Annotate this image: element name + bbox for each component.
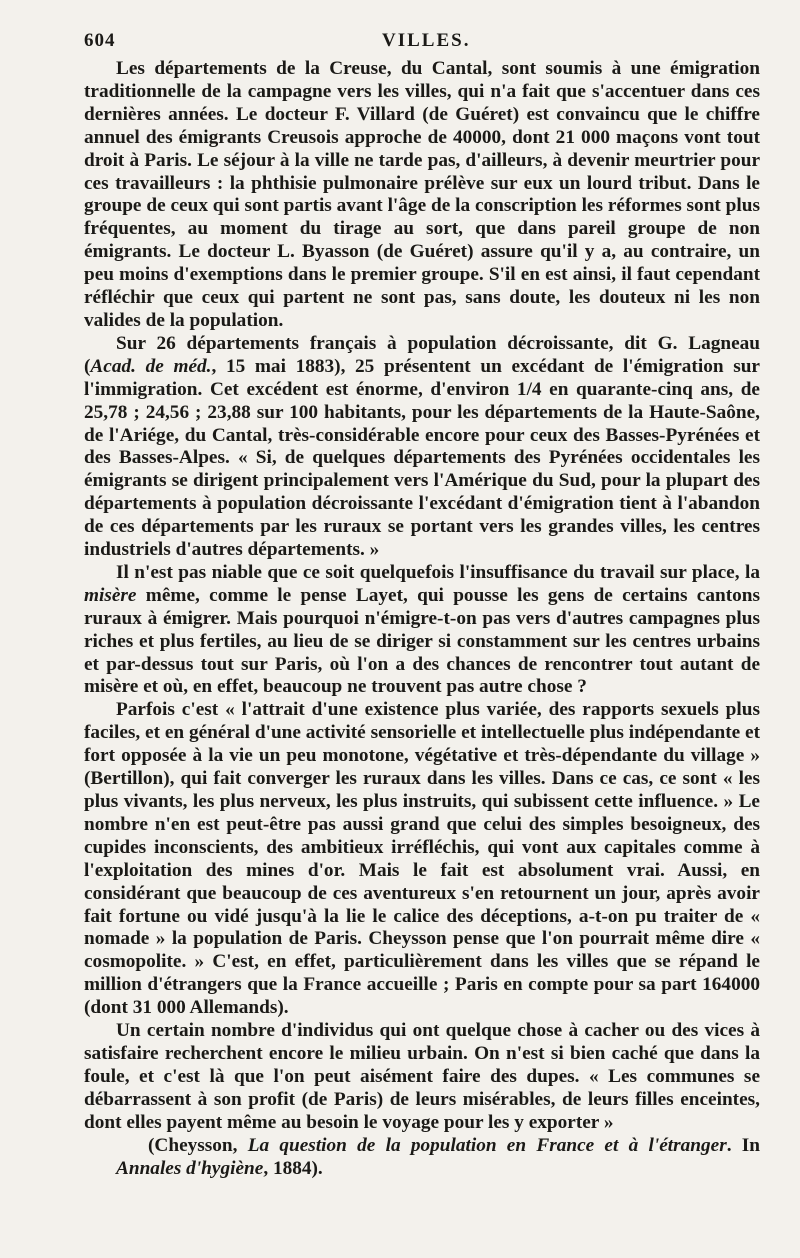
body-text xyxy=(84,58,760,1180)
paragraph-1-text: Les départements de la Creuse, du Cantal, sont soumis à une émigration traditionnelle de la campagne vers les villes, qui n'a fait que s'accentuer dans ces dernières années. Le docteur F. Villard (de Guéret) est convaincu que le chiffre annuel des émigrants Creusois approche de 40000, dont 21 000 maçons vont tout droit à Paris. Le séjour à la ville ne tarde pas, d'ailleurs, à devenir meurtrier pour ces travailleurs : la phthisie pulmonaire prélève sur eux un lourd tribut. Dans le groupe de ceux qui sont partis avant l'âge de la conscription les réformes sont plus fréquentes, au moment du tirage au sort, que dans pareil groupe de non émigrants. Le docteur L. Byasson (de Guéret) assure qu'il y a, au contraire, un peu moins d'exemptions dans le premier groupe. S'il en est ainsi, il faut cependant réfléchir que ceux qui partent ne sont pas, sans doute, les douteux ni les non valides de la population. xyxy=(84,58,760,331)
page-number: 604 xyxy=(84,30,116,51)
paragraph-4-text: Parfois c'est « l'attrait d'une existence plus variée, des rapports sexuels plus faciles, et en général d'une activité sensorielle et intellectuelle plus indépendante et fort opposée à la vie un peu monotone, végétative et très-dépendante du village » (Bertillon), qui fait converger les ruraux dans les villes. Dans ce cas, ce sont « les plus vivants, les plus nerveux, les plus instruits, qui subissent cette influence. » Le nombre n'en est peut-être pas aussi grand que celui des simples besoigneux, des cupides inconscients, des ambitieux irréfléchis, qui vont aux capitales comme à l'exploitation des mines d'or. Mais le fait est absolument vrai. Aussi, en considérant que beaucoup de ces aventureux s'en retournent un jour, après avoir fait fortune ou vidé jusqu'à la lie le calice des déceptions, a-t-on pu traiter de « nomade » la population de Paris. Cheysson pense que l'on pourrait même dire « cosmopolite. » C'est, en effet, particulièrement dans les villes que se répand le million d'étrangers que la France accueille ; Paris en compte pour sa part 164000 (dont 31 000 Allemands). xyxy=(84,699,760,1019)
page-header xyxy=(84,28,760,58)
citation xyxy=(84,1135,760,1181)
citation-text-c: , 1884). xyxy=(263,1157,323,1179)
citation-title: La question de la population en France et à l'étranger xyxy=(247,1134,727,1156)
paragraph-2 xyxy=(84,333,760,562)
paragraph-3-text-b: même, comme le pense Layet, qui pousse les gens de certains cantons ruraux à émigrer. Mais pourquoi n'émigre-t-on pas vers d'autres campagnes plus riches et plus fertiles, au lieu de se diriger si constamment sur les centres urbains et par-dessus tout sur Paris, où l'on a des chances de rencontrer tout autant de misère et où, en effet, beaucoup ne trouvent pas autre chose ? xyxy=(84,584,760,698)
citation-journal: Annales d'hygiène xyxy=(116,1157,264,1179)
paragraph-3-text-a: Il n'est pas niable que ce soit quelquefois l'insuffisance du travail sur place, la xyxy=(116,561,760,583)
paragraph-2-text-a: Sur 26 départements français à population décroissante, dit G. Lagneau ( xyxy=(84,332,760,377)
citation-text-a: (Cheysson, xyxy=(148,1134,248,1156)
paragraph-3 xyxy=(84,562,760,699)
citation-text-b: . In xyxy=(726,1134,761,1156)
paragraph-2-text-b: , 15 mai 1883), 25 présentent un excédant de l'émigration sur l'immigration. Cet excédent est énorme, d'environ 1/4 en quarante-cinq ans, de 25,78 ; 24,56 ; 23,88 sur 100 habitants, pour les départements de la Haute-Saône, de l'Ariége, du Cantal, très-considérable encore pour ceux des Basses-Pyrénées et des Basses-Alpes. « Si, de quelques départements des Pyrénées occidentales les émigrants se dirigent principalement vers l'Amérique du Sud, pour la plupart des départements à population décroissante l'excédant d'émigration tient à l'abandon de ces départements par les ruraux se portant vers les grandes villes, les centres industriels d'autres départements. » xyxy=(84,355,760,561)
paragraph-5-text: Un certain nombre d'individus qui ont quelque chose à cacher ou des vices à satisfaire recherchent encore le milieu urbain. On n'est si bien caché que dans la foule, et c'est là que l'on peut aisément faire des dupes. « Les communes se débarrassent à son profit (de Paris) de leurs misérables, de leurs filles enceintes, dont elles payent même au besoin le voyage pour les y exporter » xyxy=(84,1020,760,1133)
paragraph-1 xyxy=(84,58,760,333)
running-title: VILLES. xyxy=(382,30,471,51)
paragraph-4 xyxy=(84,699,760,1020)
paragraph-2-italic-ref: Acad. de méd. xyxy=(90,355,212,377)
paragraph-3-italic-word: misère xyxy=(84,584,137,606)
paragraph-5 xyxy=(84,1020,760,1135)
